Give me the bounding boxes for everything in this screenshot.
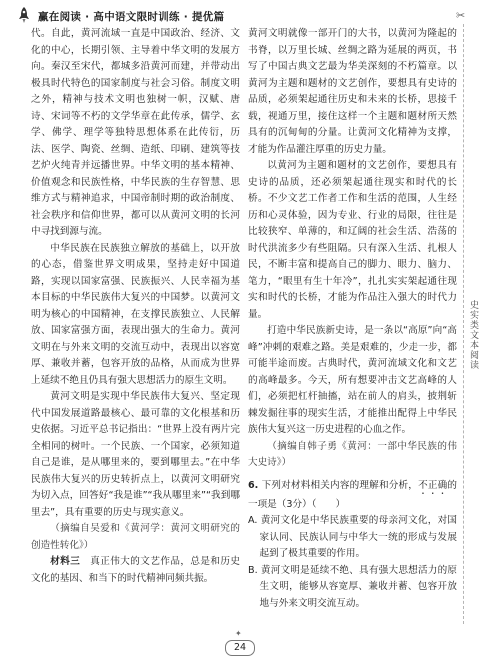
star-decoration-icon: ✦ bbox=[235, 629, 242, 638]
rocket-logo-icon bbox=[16, 6, 32, 24]
paragraph: 黄河文明是实现中华民族伟大复兴、坚定现代中国发展道路最核心、最可靠的文化根基和历史依据。习近平总书记指出：“世界上没有两片完全相同的树叶。一个民族、一个国家，必须知道自己是谁，是从哪里来的，要到哪里去。”在中华民族伟大复兴的历史转折点上，以黄河文明研究为切入点，回答好“我是谁”“我从哪里来”“我到哪里去”，具有重要的历史与现实意义。 bbox=[31, 391, 240, 518]
option-a[interactable]: A. 黄河文化是中华民族重要的母亲河文化，对国家认同、民族认同与中华大一统的形成与发展起到了极其重要的作用。 bbox=[248, 515, 457, 559]
question-6 bbox=[248, 478, 457, 514]
right-column bbox=[248, 26, 457, 612]
cut-line bbox=[463, 24, 464, 624]
paragraph: 代。自此，黄河流域一直是中国政治、经济、文化的中心，长期引领、主导着中华文明的发展方向。秦汉至宋代，都城多沿黄河而建，并带动出极具时代特色的国家制度与社会习俗。制度文明之外，精神与技术文明也独树一帜，汉赋、唐诗、宋词等不朽的文学华章在此传承，儒学、玄学、佛学、理学等独特思想体系在此传衍，历法、医学、陶瓷、丝绸、造纸、印刷、建筑等技艺炉火纯青并远播世界。中华文明的基本精神、价值观念和民族性格，中华民族的生存智慧、思维方式与精神追求，中国帝制时期的政治制度、社会秩序和信仰世界，都可以从黄河文明的长河中寻找到源与流。 bbox=[31, 28, 240, 237]
book-title: 赢在阅读 · 高中语文限时训练 · 提优篇 bbox=[38, 11, 225, 23]
question-text: 下列对材料相关内容的理解和分析， bbox=[261, 479, 419, 491]
scissors-icon: ✂ bbox=[456, 9, 466, 22]
page-number: 24 bbox=[225, 640, 255, 656]
question-emphasis: 不正确 bbox=[418, 479, 448, 491]
page-header bbox=[8, 4, 472, 26]
side-section-label: 史实类文本阅读 bbox=[468, 300, 478, 370]
source-citation: （摘编自吴爱和《黄河学：黄河文明研究的创造性转化》） bbox=[31, 523, 240, 551]
paragraph: 黄河文明就像一部开门的大书，以黄河为隆起的书脊，以万里长城、丝绸之路为延展的两页，书写了中国古典文艺最为华美深刻的不朽篇章。以黄河为主题和题材的文艺创作，要想具有史诗的品质，必须架起通往历史和未来的长桥，思接千载，视通万里，接住这样一个主题和题材所天然具有的沉甸甸的分量。让黄河文化精神为支撑，才能为作品灌注厚重的历史力量。 bbox=[248, 28, 457, 155]
answer-blank[interactable]: （ ） bbox=[311, 498, 346, 510]
material-label: 材料三 bbox=[50, 556, 81, 567]
left-column bbox=[31, 26, 240, 587]
option-b[interactable]: B. 黄河文明是延续不绝、具有强大思想活力的原生文明，能够从容宽厚、兼收并蓄、包容开放地与外来文明交流互动。 bbox=[248, 564, 457, 609]
question-number: 6. bbox=[248, 479, 259, 491]
page-footer bbox=[0, 629, 480, 662]
paragraph: 以黄河为主题和题材的文艺创作，要想具有史诗的品质，还必须架起通往现实和时代的长桥。不少文艺工作者工作和生活的范围，人生经历和心灵体验，因为专业、行业的局限，往往是比较狭窄、单薄的，和辽阔的社会生活、浩荡的时代洪流多少有些阻隔。只有深入生活、扎根人民，不断丰富和提高自己的脚力、眼力、脑力、笔力，“眼里有生十年冷”，扎扎实实架起通往现实和时代的长桥，才能为作品注入强大的时代力量。 bbox=[248, 160, 457, 320]
source-citation: （摘编自韩子勇《黄河：一部中华民族的伟大史诗》） bbox=[248, 440, 457, 468]
question-text-end: 的一项是（3分） bbox=[248, 479, 458, 510]
paragraph: 中华民族在民族独立解放的基础上，以开放的心态，借鉴世界文明成果，坚持走好中国道路，实现以国家富强、民族振兴、人民幸福为基本目标的中华民族伟大复兴的中国梦。以黄河文明为核心的中国精神，在支撑民族独立、人民解放、国家富强方面，表现出强大的生命力。黄河文明在与外来文明的交流互动中，表现出以容宽厚、兼收并蓄，包容开放的品格，从而成为世界上延续不绝且仍具有强大思想活力的原生文明。 bbox=[31, 242, 240, 386]
material-three bbox=[31, 554, 240, 587]
paragraph: 打造中华民族新史诗，是一条以“高原”向“高峰”冲刺的艰难之路。美是艰难的，少走一步，都可能半途而废。古典时代，黄河流域文化和文艺的高峰最多。今天，所有想要冲击文艺高峰的人们，必须把杠杆抽搐，站在前人的肩头，披荆斩棘发掘往事的现实生活，才能推出配得上中华民族伟大复兴这一历史进程的心血之作。 bbox=[248, 325, 457, 435]
paragraph-text: 真正伟大的文艺作品，总是和历史文化的基因、和当下的时代精神同频共振。 bbox=[31, 556, 241, 584]
